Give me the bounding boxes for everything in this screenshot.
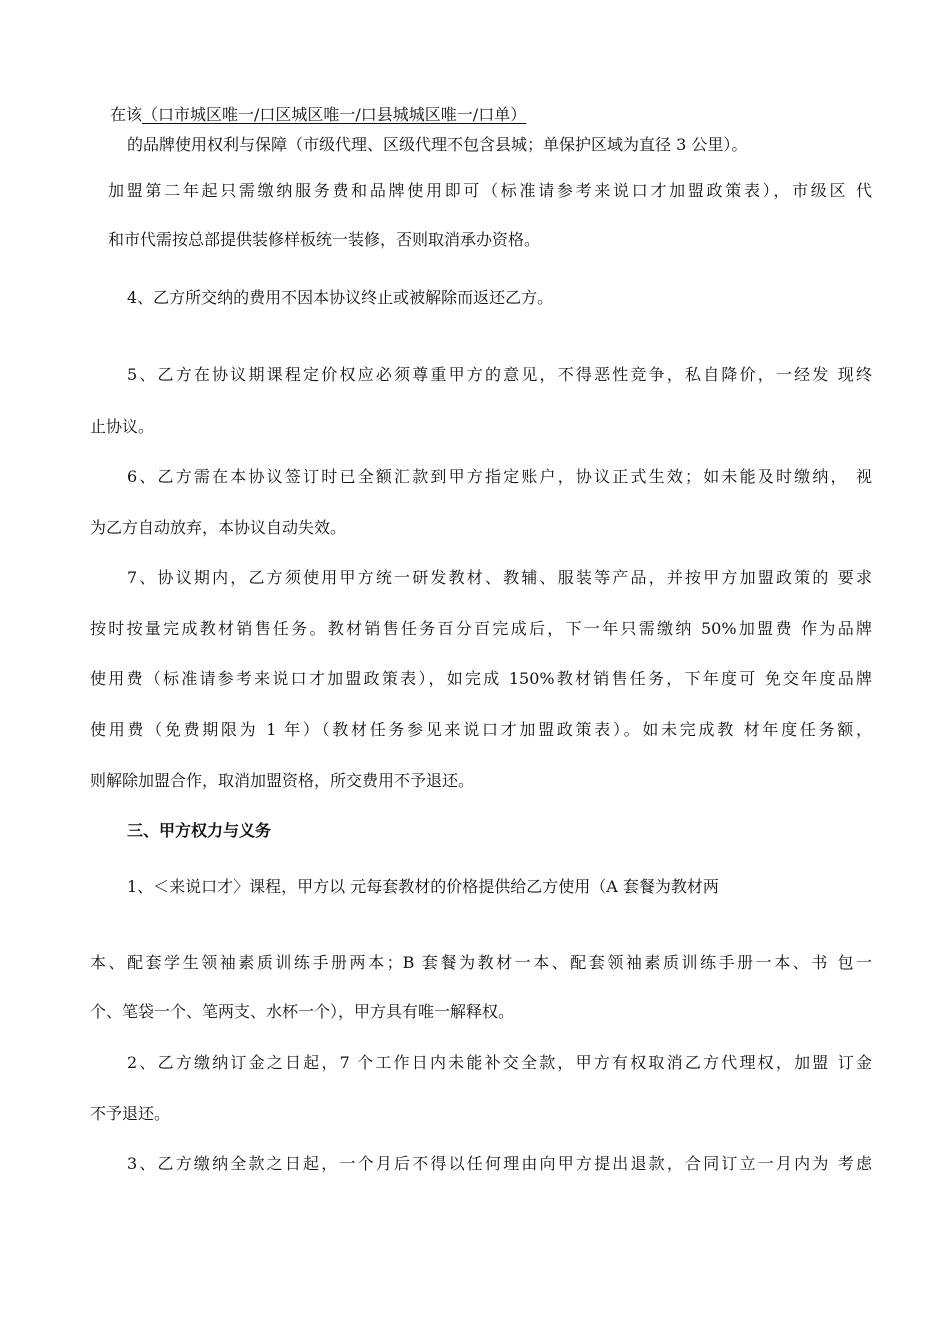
clause-4: 4、乙方所交纳的费用不因本协议终止或被解除而返还乙方。 [127,288,554,307]
clause-5: 5、乙方在协议期课程定价权应必须尊重甲方的意见，不得恶性竞争，私自降价，一经发 现终 [127,365,872,384]
obligation-2: 2、乙方缴纳订金之日起，7 个工作日内未能补交全款，甲方有权取消乙方代理权，加盟 订金 [127,1053,872,1072]
clause-6: 6、乙方需在本协议签订时已全额汇款到甲方指定账户，协议正式生效；如未能及时缴纳， 视 [127,467,872,486]
clause-7-cont: 使用费（免费期限为 1 年）（教材任务参见来说口才加盟政策表）。如未完成教 材年度任务额， [90,720,872,739]
clause-6-cont: 为乙方自动放弃，本协议自动失效。 [90,518,347,537]
clause-7-cont: 则解除加盟合作，取消加盟资格，所交费用不予退还。 [90,771,475,790]
underlined-options: （口市城区唯一/口区城区唯一/口县城城区唯一/口单） [142,105,527,124]
text-line: 加盟第二年起只需缴纳服务费和品牌使用即可（标准请参考来说口才加盟政策表），市级区 代 [108,181,872,200]
obligation-2-cont: 不予退还。 [90,1104,171,1123]
text-line: 的品牌使用权利与保障（市级代理、区级代理不包含县城；单保护区域为直径 3 公里）。 [127,135,748,154]
obligation-1-cont: 个、笔袋一个、笔两支、水杯一个），甲方具有唯一解释权。 [90,1002,515,1021]
clause-7-cont: 使用费（标准请参考来说口才加盟政策表），如完成 150%教材销售任务，下年度可 免交年度品牌 [90,669,872,688]
text-line [110,105,526,125]
section-heading: 三、甲方权力与义务 [127,821,272,840]
text-prefix: 在该 [110,105,143,124]
obligation-3: 3、乙方缴纳全款之日起，一个月后不得以任何理由向甲方提出退款，合同订立一月内为 考虑 [127,1154,872,1173]
clause-5-cont: 止协议。 [90,417,155,436]
text-line: 和市代需按总部提供装修样板统一装修，否则取消承办资格。 [108,230,541,249]
obligation-1-cont: 本、配套学生领袖素质训练手册两本；B 套餐为教材一本、配套领袖素质训练手册一本、书 包一 [90,953,872,972]
obligation-1: 1、＜来说口才〉课程，甲方以 元每套教材的价格提供给乙方使用（A 套餐为教材两 [127,877,719,896]
clause-7: 7、协议期内，乙方须使用甲方统一研发教材、教辅、服装等产品，并按甲方加盟政策的 要求 [127,568,872,587]
clause-7-cont: 按时按量完成教材销售任务。教材销售任务百分百完成后，下一年只需缴纳 50%加盟费 作为品牌 [90,619,872,638]
